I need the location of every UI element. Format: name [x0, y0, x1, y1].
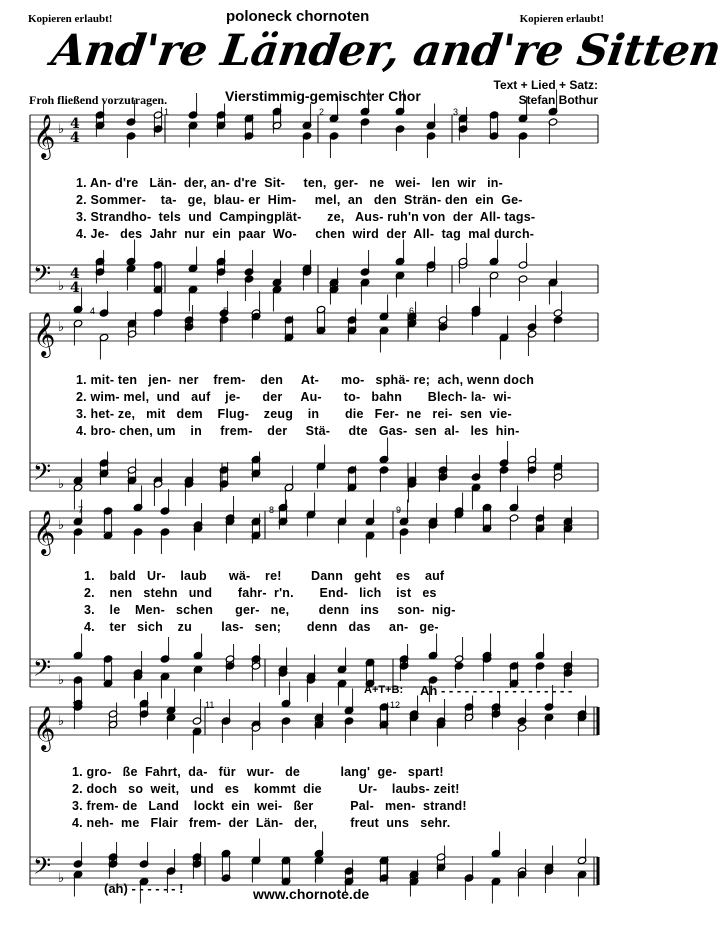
- lyric-line: 1. bald Ur- laub wä- re! Dann geht es auf: [84, 569, 445, 583]
- measure-number: 11: [205, 700, 215, 710]
- bass-clef-icon: 𝄢: [33, 852, 52, 885]
- lyric-line: 1. An- d're Län- der, an- d're Sit- ten, ger- ne wei- len wir in-: [76, 176, 504, 190]
- choir-subtitle: Vierstimmig-gemischter Chor: [225, 88, 421, 104]
- measure-number: 3: [453, 107, 459, 117]
- measure-number: 4: [90, 306, 96, 316]
- lyric-line: 2. wim- mel, und auf je- der Au- to- bahn Blech- la- wi-: [76, 390, 512, 404]
- flat-sign: ♭: [58, 320, 65, 335]
- time-signature: 4: [70, 130, 80, 146]
- flat-sign: ♭: [58, 518, 65, 533]
- lyric-line: 4. bro- chen, um in frem- der Stä- dte Gas- sen al- les hin-: [76, 424, 520, 438]
- footer-url[interactable]: www.chornote.de: [253, 886, 370, 902]
- measure-number: 12: [390, 700, 401, 710]
- lyric-line: 3. frem- de Land lockt ein wei- ßer Pal- men- strand!: [72, 799, 467, 813]
- copy-note-right: Kopieren erlaubt!: [519, 13, 604, 25]
- lyric-line: 3. het- ze, mit dem Flug- zeug in die Fer- ne rei- sen vie-: [76, 407, 512, 421]
- lyric-line: 4. Je- des Jahr nur ein paar Wo- chen wird der All- tag mal durch-: [76, 227, 535, 241]
- hum-text: (ah) - - - - - - !: [104, 881, 184, 896]
- measure-number: 8: [269, 505, 275, 515]
- lyric-line: 1. mit- ten jen- ner frem- den At- mo- sphä- re; ach, wenn doch: [76, 373, 535, 387]
- flat-sign: ♭: [58, 122, 65, 137]
- bass-clef-icon: 𝄢: [33, 260, 52, 293]
- lyric-line: 2. Sommer- ta- ge, blau- er Him- mel, an den Strän- den ein Ge-: [76, 193, 523, 207]
- lyric-line: 3. Strandho- tels und Campingplät- ze, Aus- ruh'n von der All- tags-: [76, 210, 536, 224]
- song-title: And're Länder, and're Sitten: [48, 26, 724, 76]
- credit-line-1: Text + Lied + Satz:: [493, 78, 598, 92]
- flat-sign: ♭: [58, 871, 65, 886]
- flat-sign: ♭: [58, 279, 65, 294]
- hum-text: Ah - - - - - - - - - - - - - - - - -: [420, 683, 573, 698]
- measure-number: 1: [164, 107, 170, 117]
- measure-number: 2: [319, 107, 325, 117]
- measure-number: 9: [396, 505, 402, 515]
- treble-clef-icon: 𝄞: [33, 312, 56, 356]
- measure-number: 7: [78, 505, 84, 515]
- time-signature: 4: [70, 266, 80, 282]
- measure-number: 6: [409, 306, 415, 316]
- credit-line-2: Stefan Bothur: [518, 93, 598, 107]
- flat-sign: ♭: [58, 477, 65, 492]
- flat-sign: ♭: [58, 673, 65, 688]
- voice-note: A+T+B:: [364, 684, 404, 696]
- lyric-line: 4. ter sich zu las- sen; denn das an- ge-: [84, 620, 439, 634]
- flat-sign: ♭: [58, 714, 65, 729]
- bass-clef-icon: 𝄢: [33, 458, 52, 491]
- time-signature: 4: [70, 116, 80, 132]
- bass-clef-icon: 𝄢: [33, 654, 52, 687]
- measure-number: 10: [72, 700, 83, 710]
- publisher-name: poloneck chornoten: [226, 8, 370, 25]
- lyric-line: 2. doch so weit, und es kommt die Ur- laubs- zeit!: [72, 782, 460, 796]
- lyric-line: 2. nen stehn und fahr- r'n. End- lich ist es: [84, 586, 437, 600]
- treble-clef-icon: 𝄞: [33, 706, 56, 750]
- time-signature: 4: [70, 280, 80, 296]
- lyric-line: 1. gro- ße Fahrt, da- für wur- de lang' ge- spart!: [72, 765, 444, 779]
- treble-clef-icon: 𝄞: [33, 510, 56, 554]
- tempo-marking: Froh fließend vorzutragen.: [29, 93, 168, 107]
- lyric-line: 3. le Men- schen ger- ne, denn ins son- nig-: [84, 603, 456, 617]
- measure-number: 5: [223, 306, 229, 316]
- treble-clef-icon: 𝄞: [33, 114, 56, 158]
- copy-note-left: Kopieren erlaubt!: [28, 13, 113, 25]
- lyric-line: 4. neh- me Flair frem- der Län- der, freut uns sehr.: [72, 816, 451, 830]
